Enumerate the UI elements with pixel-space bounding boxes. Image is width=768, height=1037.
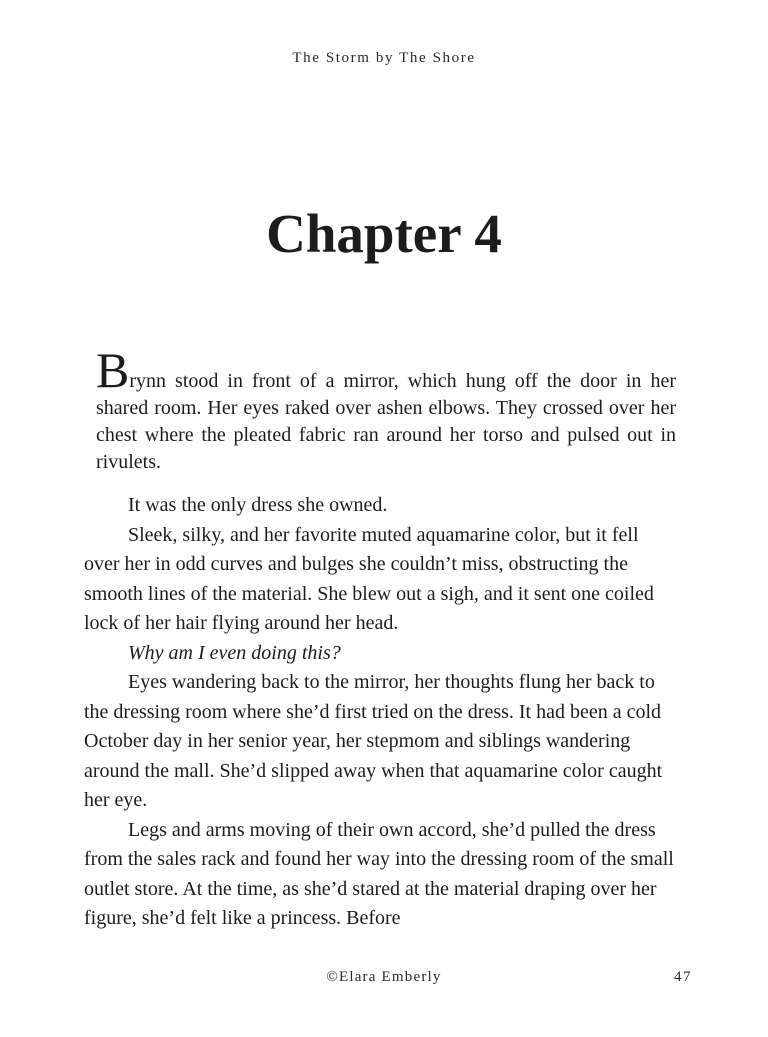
drop-cap: B: [96, 342, 130, 398]
paragraph: Sleek, silky, and her favorite muted aquamarine color, but it fell over her in odd curves and bulges she couldn’t miss, obstructing the smooth lines of the material. She blew out a sigh, and it sent one coiled lock of her hair flying around her head.: [84, 523, 654, 634]
opening-paragraph-block: [84, 342, 676, 476]
paragraph: Legs and arms moving of their own accord, she’d pulled the dress from the sales rack and found her way into the dressing room of the small outlet store. At the time, as she’d stared at the material draping over her figure, she’d felt like a princess. Before: [84, 818, 674, 929]
opening-paragraph-text: rynn stood in front of a mirror, which hung off the door in her shared room. Her eyes raked over ashen elbows. They crossed over her chest where the pleated fabric ran around her torso and pulsed out in rivulets.: [96, 370, 676, 473]
paragraph: It was the only dress she owned.: [128, 494, 388, 516]
page-number: 47: [674, 969, 692, 985]
footer-author: ©Elara Emberly: [326, 969, 442, 985]
chapter-title: Chapter 4: [266, 203, 502, 264]
opening-paragraph: [84, 342, 676, 476]
paragraph-italic-thought: Why am I even doing this?: [128, 641, 341, 664]
running-header: The Storm by The Shore: [292, 50, 476, 66]
body-paragraphs: [84, 491, 676, 934]
paragraph: Eyes wandering back to the mirror, her thoughts flung her back to the dressing room where she’d first tried on the dress. It had been a cold October day in her senior year, her stepmom and siblings wandering around the mall. She’d slipped away when that aquamarine color caught her eye.: [84, 671, 663, 811]
